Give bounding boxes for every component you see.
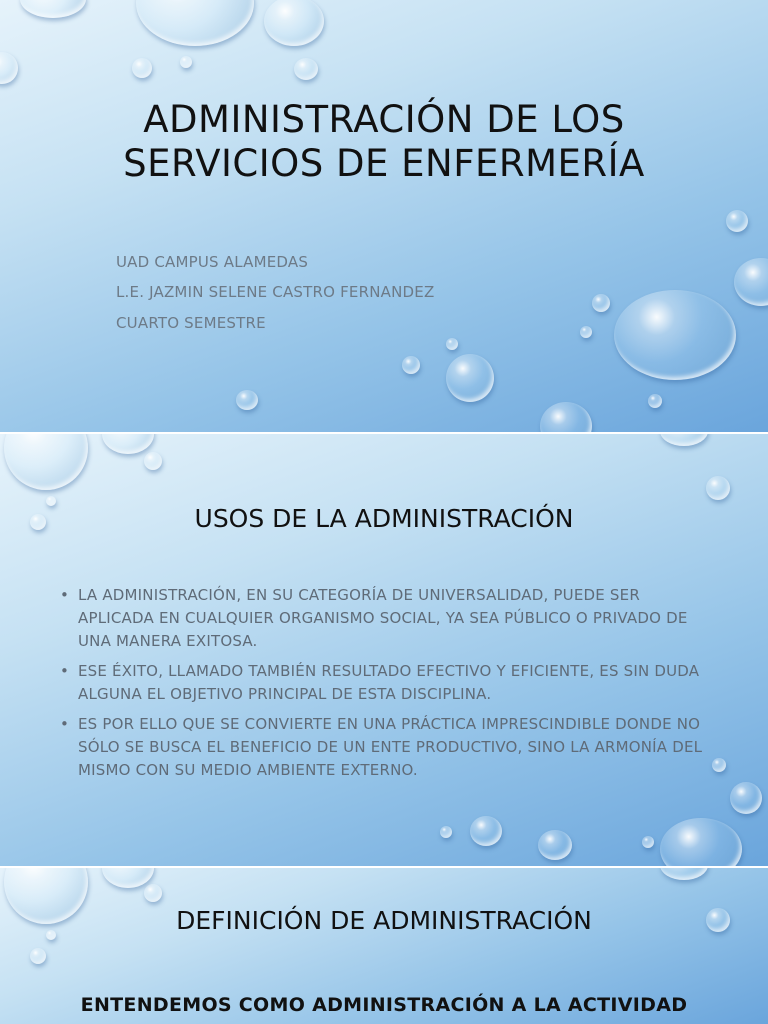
water-drop-decoration <box>642 836 654 848</box>
water-drop-decoration <box>264 0 324 46</box>
water-drop-decoration <box>0 52 18 84</box>
bullet-list <box>60 584 710 789</box>
water-drop-decoration <box>102 868 154 888</box>
water-drop-decoration <box>144 452 162 470</box>
water-drop-decoration <box>734 258 768 306</box>
water-drop-decoration <box>30 948 46 964</box>
water-drop-decoration <box>592 294 610 312</box>
campus-subtitle: UAD CAMPUS ALAMEDAS <box>116 253 309 271</box>
water-drop-decoration <box>180 56 192 68</box>
title-line: ADMINISTRACIÓN DE LOS <box>143 98 625 141</box>
water-drop-decoration <box>446 354 494 402</box>
water-drop-decoration <box>540 402 592 432</box>
water-drop-decoration <box>730 782 762 814</box>
water-drop-decoration <box>706 476 730 500</box>
water-drop-decoration <box>538 830 572 860</box>
water-drop-decoration <box>614 290 736 380</box>
water-drop-decoration <box>236 390 258 410</box>
water-drop-decoration <box>132 58 152 78</box>
title-line: SERVICIOS DE ENFERMERÍA <box>123 142 645 185</box>
water-drop-decoration <box>470 816 502 846</box>
water-drop-decoration <box>102 434 154 454</box>
slide-title-heading <box>0 98 768 186</box>
water-drop-decoration <box>4 434 88 490</box>
water-drop-decoration <box>648 394 662 408</box>
water-drop-decoration <box>446 338 458 350</box>
slide-title <box>0 0 768 432</box>
water-drop-decoration <box>136 0 254 46</box>
slide-definicion <box>0 868 768 1024</box>
water-drop-decoration <box>660 818 742 866</box>
section-title: DEFINICIÓN DE ADMINISTRACIÓN <box>176 906 592 935</box>
water-drop-decoration <box>20 0 86 18</box>
water-drop-decoration <box>726 210 748 232</box>
list-item: • ES POR ELLO QUE SE CONVIERTE EN UNA PRÁCTICA IMPRESCINDIBLE DONDE NO SÓLO SE BUSCA EL BENEFICIO DE UN ENTE PRODUCTIVO, SINO LA ARMONÍA DEL MISMO CON SU MEDIO AMBIENTE EXTERNO. <box>60 713 710 782</box>
water-drop-decoration <box>712 758 726 772</box>
water-drop-decoration <box>402 356 420 374</box>
list-item: • LA ADMINISTRACIÓN, EN SU CATEGORÍA DE UNIVERSALIDAD, PUEDE SER APLICADA EN CUALQUIER ORGANISMO SOCIAL, YA SEA PÚBLICO O PRIVADO DE UNA MANERA EXITOSA. <box>60 584 710 653</box>
water-drop-decoration <box>440 826 452 838</box>
water-drop-decoration <box>660 434 708 446</box>
list-item: • ESE ÉXITO, LLAMADO TAMBIÉN RESULTADO EFECTIVO Y EFICIENTE, ES SIN DUDA ALGUNA EL OBJETIVO PRINCIPAL DE ESTA DISCIPLINA. <box>60 660 710 706</box>
water-drop-decoration <box>580 326 592 338</box>
section-title: USOS DE LA ADMINISTRACIÓN <box>194 504 574 533</box>
author-subtitle: L.E. JAZMIN SELENE CASTRO FERNANDEZ <box>116 283 435 301</box>
water-drop-decoration <box>144 884 162 902</box>
definition-text: ENTENDEMOS COMO ADMINISTRACIÓN A LA ACTIVIDAD <box>80 994 688 1016</box>
water-drop-decoration <box>660 868 708 880</box>
water-drop-decoration <box>294 58 318 80</box>
semester-subtitle: CUARTO SEMESTRE <box>116 314 266 332</box>
slide-usos <box>0 434 768 866</box>
